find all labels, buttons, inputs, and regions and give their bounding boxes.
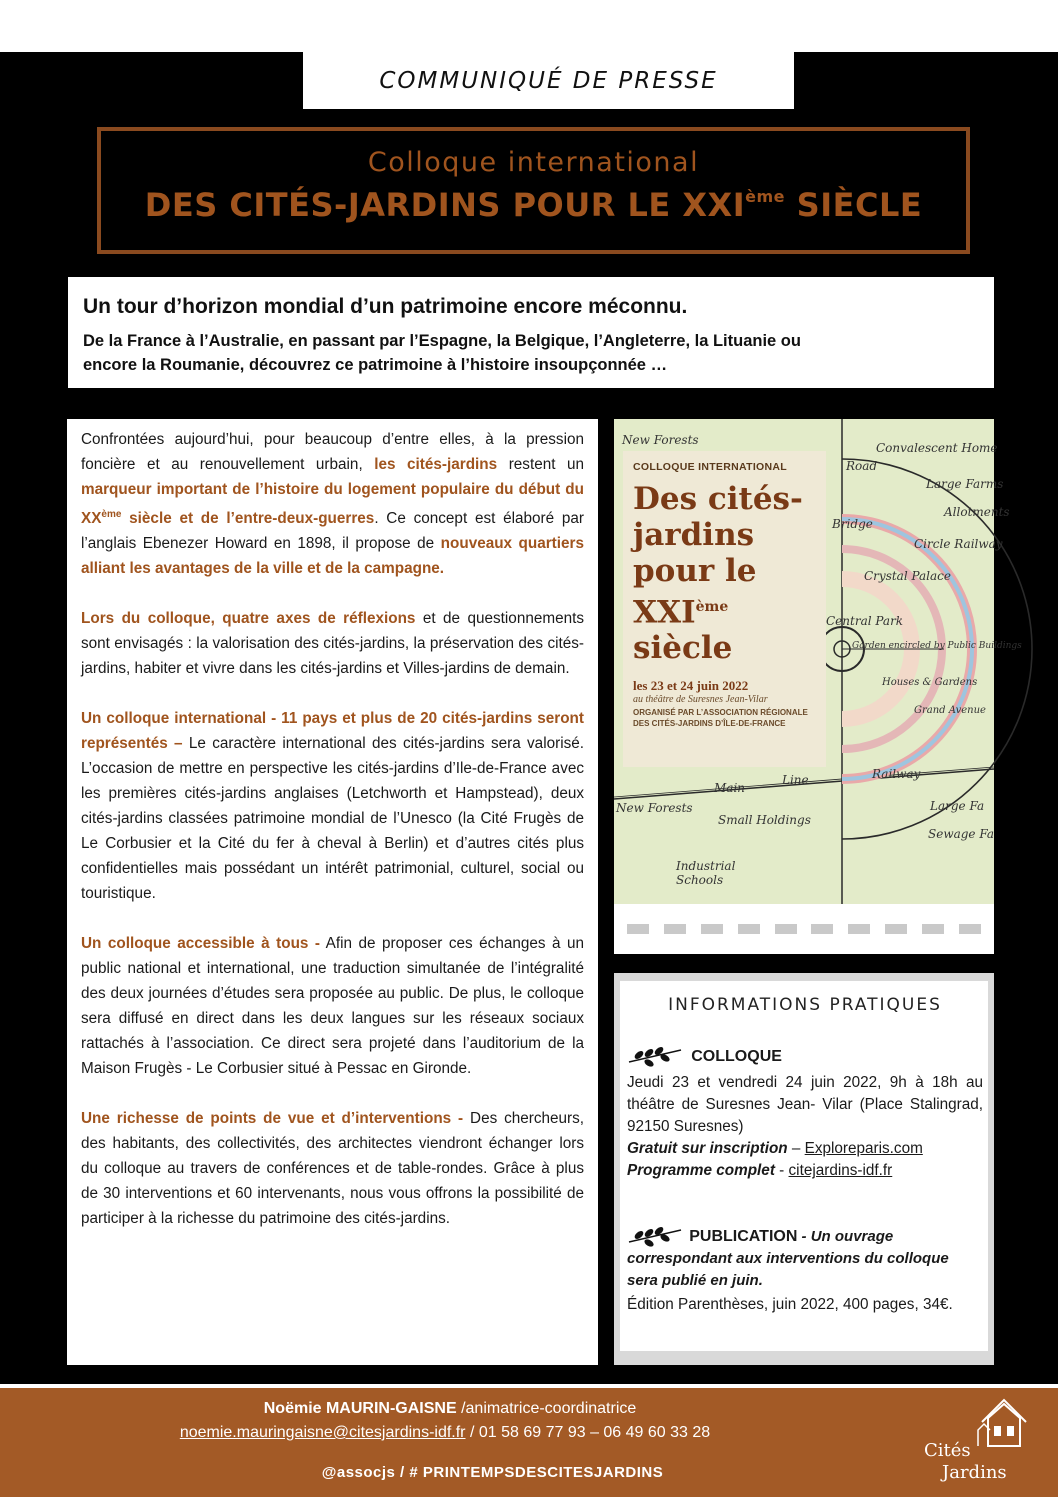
publication-note: - Un ouvrage correspondant aux interventions du colloque sera publié en juin. bbox=[627, 1228, 949, 1290]
map-label: Central Park bbox=[826, 614, 904, 628]
partner-logo bbox=[701, 924, 723, 934]
free-label: Gratuit sur inscription bbox=[627, 1140, 788, 1158]
map-label: Road bbox=[846, 459, 878, 473]
map-label: Main bbox=[714, 781, 746, 795]
publication-label: PUBLICATION bbox=[689, 1228, 798, 1246]
poster-organizer: ORGANISÉ PAR L’ASSOCIATION RÉGIONALE DES CITÉS-JARDINS D’ÎLE-DE-FRANCE bbox=[633, 708, 808, 729]
partner-logo bbox=[848, 924, 870, 934]
map-label: Sewage Fa bbox=[928, 827, 995, 841]
leaf-sprig-icon bbox=[627, 1226, 683, 1248]
cites-jardins-logo bbox=[918, 1394, 1038, 1490]
map-label: Railway bbox=[872, 767, 921, 781]
poster-dates: les 23 et 24 juin 2022 bbox=[633, 678, 749, 694]
poster-title-card bbox=[623, 451, 826, 767]
partner-logo bbox=[811, 924, 833, 934]
paragraph-accessible: Un colloque accessible à tous - Afin de proposer ces échanges à un public national et international, une traduction simultanée de l’intégralité des deux journées d’études sera proposée au public. De plus, le colloque sera diffusé en direct dans les deux langues sur les réseaux sociaux rattachés à l’association. Ce direct sera projeté dans l’auditorium de la Maison Frugès - Le Corbusier situé à Pessac en Gironde. bbox=[81, 935, 584, 1078]
map-label: Grand Avenue bbox=[914, 705, 986, 716]
contact-name: Noëmie MAURIN-GAISNE bbox=[263, 1400, 457, 1417]
subtitle-detail: De la France à l’Australie, en passant par l’Espagne, la Belgique, l’Angleterre, la Lituanie ou encore la Roumanie, découvrez ce patrimoine à l’histoire insoupçonnée … bbox=[83, 332, 801, 374]
paragraph-axes: Lors du colloque, quatre axes de réflexions et de questionnements sont envisagés : la valorisation des cités-jardins, la préservation des cités-jardins, habiter et vivre dans les cités-jardins et Villes-jardins de demain. bbox=[81, 610, 584, 678]
map-label: Small Holdings bbox=[718, 813, 811, 827]
body-text-column bbox=[67, 419, 598, 1365]
title-frame bbox=[97, 127, 970, 254]
event-main-title: DES CITÉS-JARDINS POUR LE XXIème SIÈCLE bbox=[144, 186, 923, 224]
press-release-label: COMMUNIQUÉ DE PRESSE bbox=[379, 67, 718, 94]
map-label: Houses & Gardens bbox=[882, 677, 978, 688]
event-kind-title: Colloque international bbox=[367, 147, 700, 178]
event-poster bbox=[614, 419, 1022, 954]
poster-title: Des cités-jardins pour le XXIème siècle bbox=[633, 481, 803, 667]
map-label: Convalescent Home bbox=[876, 441, 998, 455]
paragraph-international: Un colloque international - 11 pays et plus de 20 cités-jardins seront représentés – Le caractère international des cités-jardins sera valorisé. L’occasion de mettre en perspective les cités-jardins d’Ile-de-France avec les premières cités-jardins anglaises (Letchworth et Hampstead), deux cités-jardins classées patrimoine mondial de l’Unesco (la Cité Frugès de Le Corbusier et la Cité du fer à cheval à Berlin) et d’autres cités plus confidentielles mais possédant un intérêt patrimonial, culturel, social ou touristique. bbox=[81, 710, 584, 903]
contact-details-line bbox=[0, 1424, 890, 1442]
map-label: Garden encircled by Public Buildings bbox=[852, 641, 1022, 651]
colloque-info: COLLOQUE Jeudi 23 et vendredi 24 juin 2022, 9h à 18h au théâtre de Suresnes Jean- Vilar (Place Stalingrad, 92150 Suresnes) Gratuit sur inscription – Exploreparis.com Programme complet - citejardins-idf.fr bbox=[627, 1046, 983, 1182]
contact-footer bbox=[0, 1388, 1058, 1497]
poster-kicker: COLLOQUE INTERNATIONAL bbox=[633, 461, 787, 473]
map-label: Large Fa bbox=[930, 799, 985, 813]
contact-email-link[interactable]: noemie.mauringaisne@citesjardins-idf.fr bbox=[179, 1424, 466, 1441]
partner-logo bbox=[627, 924, 649, 934]
contact-phones: / 01 58 69 77 93 – 06 49 60 33 28 bbox=[465, 1424, 711, 1441]
citejardins-link[interactable]: citejardins-idf.fr bbox=[788, 1162, 893, 1180]
logo-text-cites: Cités bbox=[924, 1440, 971, 1461]
practical-info-heading: INFORMATIONS PRATIQUES bbox=[668, 995, 942, 1015]
map-label: Industrial Schools bbox=[676, 859, 736, 887]
publication-details: Édition Parenthèses, juin 2022, 400 pages, 34€. bbox=[627, 1296, 953, 1314]
social-hashtag: @assocjs / # PRINTEMPSDESCITESJARDINS bbox=[321, 1464, 664, 1481]
partner-logo bbox=[664, 924, 686, 934]
map-label: Circle Railway bbox=[914, 537, 1003, 551]
partner-logo bbox=[738, 924, 760, 934]
exploreparis-link[interactable]: Exploreparis.com bbox=[804, 1140, 923, 1158]
colloque-label: COLLOQUE bbox=[691, 1048, 782, 1066]
paragraph-intro: Confrontées aujourd’hui, pour beaucoup d’entre elles, à la pression foncière et au renouvellement urbain, les cités-jardins restent un marqueur important de l’histoire du logement populaire du début du XXème siècle et de l’entre-deux-guerres. Ce concept est élaboré par l’anglais Ebenezer Howard en 1898, il propose de nouveaux quartiers alliant les avantages de la ville et de la campagne. bbox=[81, 431, 585, 578]
poster-venue: au théâtre de Suresnes Jean-Vilar bbox=[633, 694, 768, 706]
leaf-sprig-icon bbox=[627, 1046, 683, 1068]
partner-logo bbox=[959, 924, 981, 934]
map-label: Allotments bbox=[944, 505, 1010, 519]
publication-info bbox=[627, 1226, 983, 1316]
contact-role: /animatrice-coordinatrice bbox=[456, 1400, 637, 1417]
contact-name-line bbox=[0, 1400, 900, 1418]
map-label: Bridge bbox=[832, 517, 873, 531]
colloque-details: Jeudi 23 et vendredi 24 juin 2022, 9h à 18h au théâtre de Suresnes Jean- Vilar (Place Stalingrad, 92150 Suresnes) bbox=[627, 1074, 983, 1136]
subtitle-lead: Un tour d’horizon mondial d’un patrimoine encore méconnu. bbox=[83, 295, 688, 318]
partner-logo bbox=[775, 924, 797, 934]
partner-logos-strip bbox=[614, 904, 994, 954]
press-release-tab bbox=[303, 52, 794, 109]
partner-logo bbox=[922, 924, 944, 934]
subtitle-block bbox=[68, 277, 994, 388]
logo-text-jardins: Jardins bbox=[942, 1462, 1007, 1483]
map-label: New Forests bbox=[622, 433, 699, 447]
map-label: Line bbox=[782, 773, 809, 787]
map-label: Large Farms bbox=[926, 477, 1004, 491]
partner-logo bbox=[885, 924, 907, 934]
map-label: Crystal Palace bbox=[864, 569, 951, 583]
paragraph-richness: Une richesse de points de vue et d’interventions - Des chercheurs, des habitants, des collectivités, des architectes viendront échanger lors du colloque au travers de conférences et de table-rondes. Grâce à plus de 30 interventions et 60 intervenants, nous vous offrons la possibilité de participer à la richesse du patrimoine des cités-jardins. bbox=[81, 1110, 585, 1228]
map-label: New Forests bbox=[616, 801, 693, 815]
program-label: Programme complet bbox=[627, 1162, 775, 1180]
